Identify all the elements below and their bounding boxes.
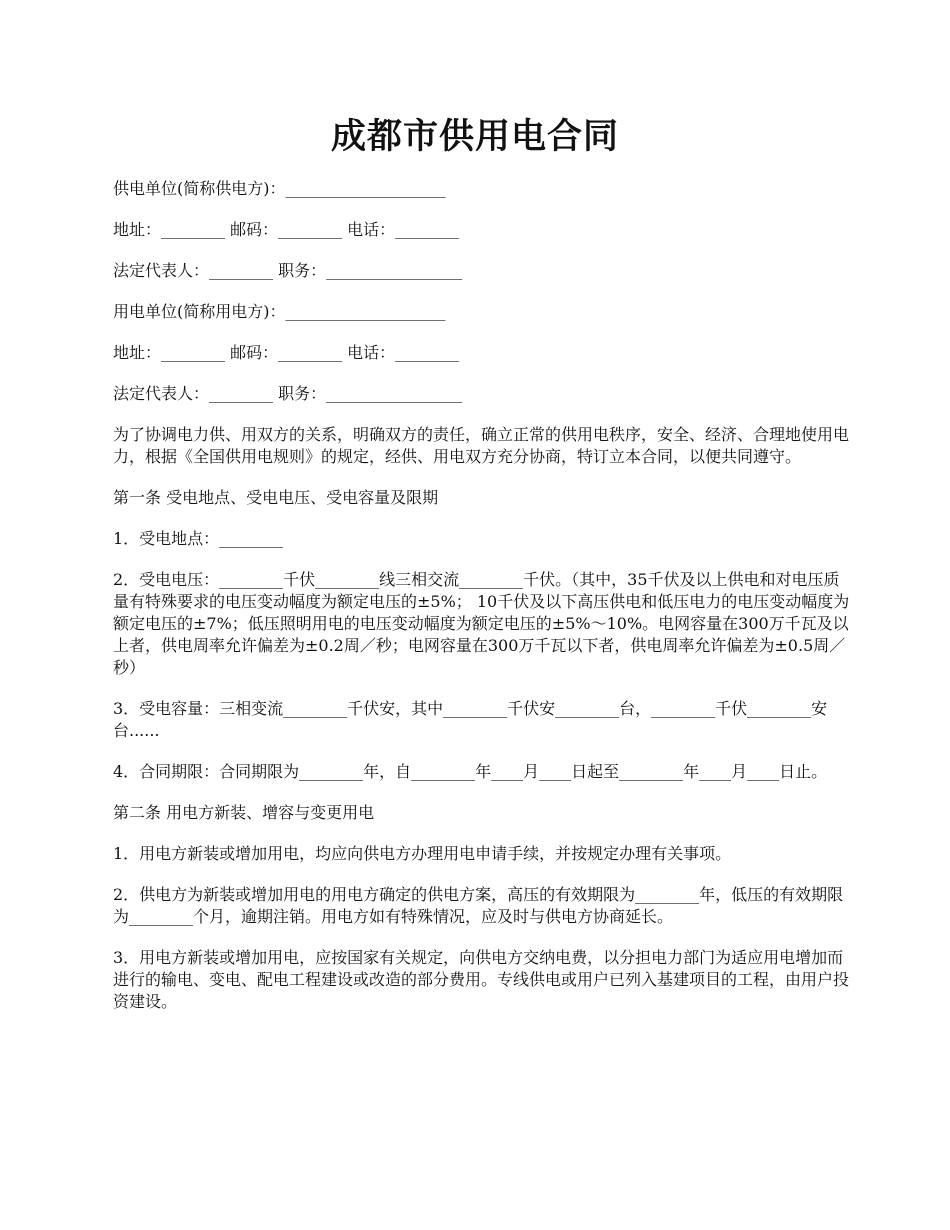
- article-1-heading: 第一条 受电地点、受电电压、受电容量及限期: [113, 488, 439, 507]
- preamble-paragraph: 为了协调电力供、用双方的关系，明确双方的责任，确立正常的供用电秩序，安全、经济、合理地使用电力，根据《全国供用电规则》的规定，经供、用电双方充分协商，特订立本合同，以便共同遵守。: [113, 425, 850, 466]
- supplier-address-line: 地址：________ 邮码：________ 电话：________: [113, 220, 460, 239]
- article-1-clause-2: 2．受电电压：________千伏________线三相交流________千伏。（其中，35千伏及以上供电和对电压质量有特殊要求的电压变动幅度为额定电压的±5%； 10千伏及以下高压供电和低压电力的电压变动幅度为额定电压的±7%；低压照明用电的电压变动幅度为额定电压的±5%～10%。电网容量在300万千瓦及以上者，供电周率允许偏差为±0.2周／秒；电网容量在300万千瓦以下者，供电周率允许偏差为±0.5周／秒）: [113, 570, 850, 677]
- article-2-clause-2: 2．供电方为新装或增加用电的用电方确定的供电方案，高压的有效期限为________年，低压的有效期限为________个月，逾期注销。用电方如有特殊情况，应及时与供电方协商延长。: [113, 885, 844, 926]
- article-1-clause-3: 3．受电容量：三相变流________千伏安，其中________千伏安________台，________千伏________安台......: [113, 699, 828, 740]
- supplier-unit-field: 供电单位(简称供电方)：____________________: [113, 179, 446, 198]
- document-body: [113, 178, 855, 1032]
- article-1-clause-4: 4．合同期限：合同期限为________年，自________年____月____日起至________年____月____日止。: [113, 762, 828, 781]
- article-2-clause-1: 1．用电方新装或增加用电，均应向供电方办理用电申请手续，并按规定办理有关事项。: [113, 844, 732, 863]
- user-unit-field: 用电单位(简称用电方)：____________________: [113, 302, 446, 321]
- article-1-clause-1: 1．受电地点：________: [113, 529, 284, 548]
- article-2-heading: 第二条 用电方新装、增容与变更用电: [113, 803, 375, 822]
- supplier-representative-line: 法定代表人：________ 职务：_________________: [113, 261, 463, 280]
- document-title: 成都市供用电合同: [330, 116, 619, 157]
- article-2-clause-3: 3．用电方新装或增加用电，应按国家有关规定，向供电方交纳电费，以分担电力部门为适应用电增加而进行的输电、变电、配电工程建设或改造的部分费用。专线供电或用户已列入基建项目的工程，由用户投资建设。: [113, 948, 850, 1011]
- user-representative-line: 法定代表人：________ 职务：_________________: [113, 384, 463, 403]
- user-address-line: 地址：________ 邮码：________ 电话：________: [113, 343, 460, 362]
